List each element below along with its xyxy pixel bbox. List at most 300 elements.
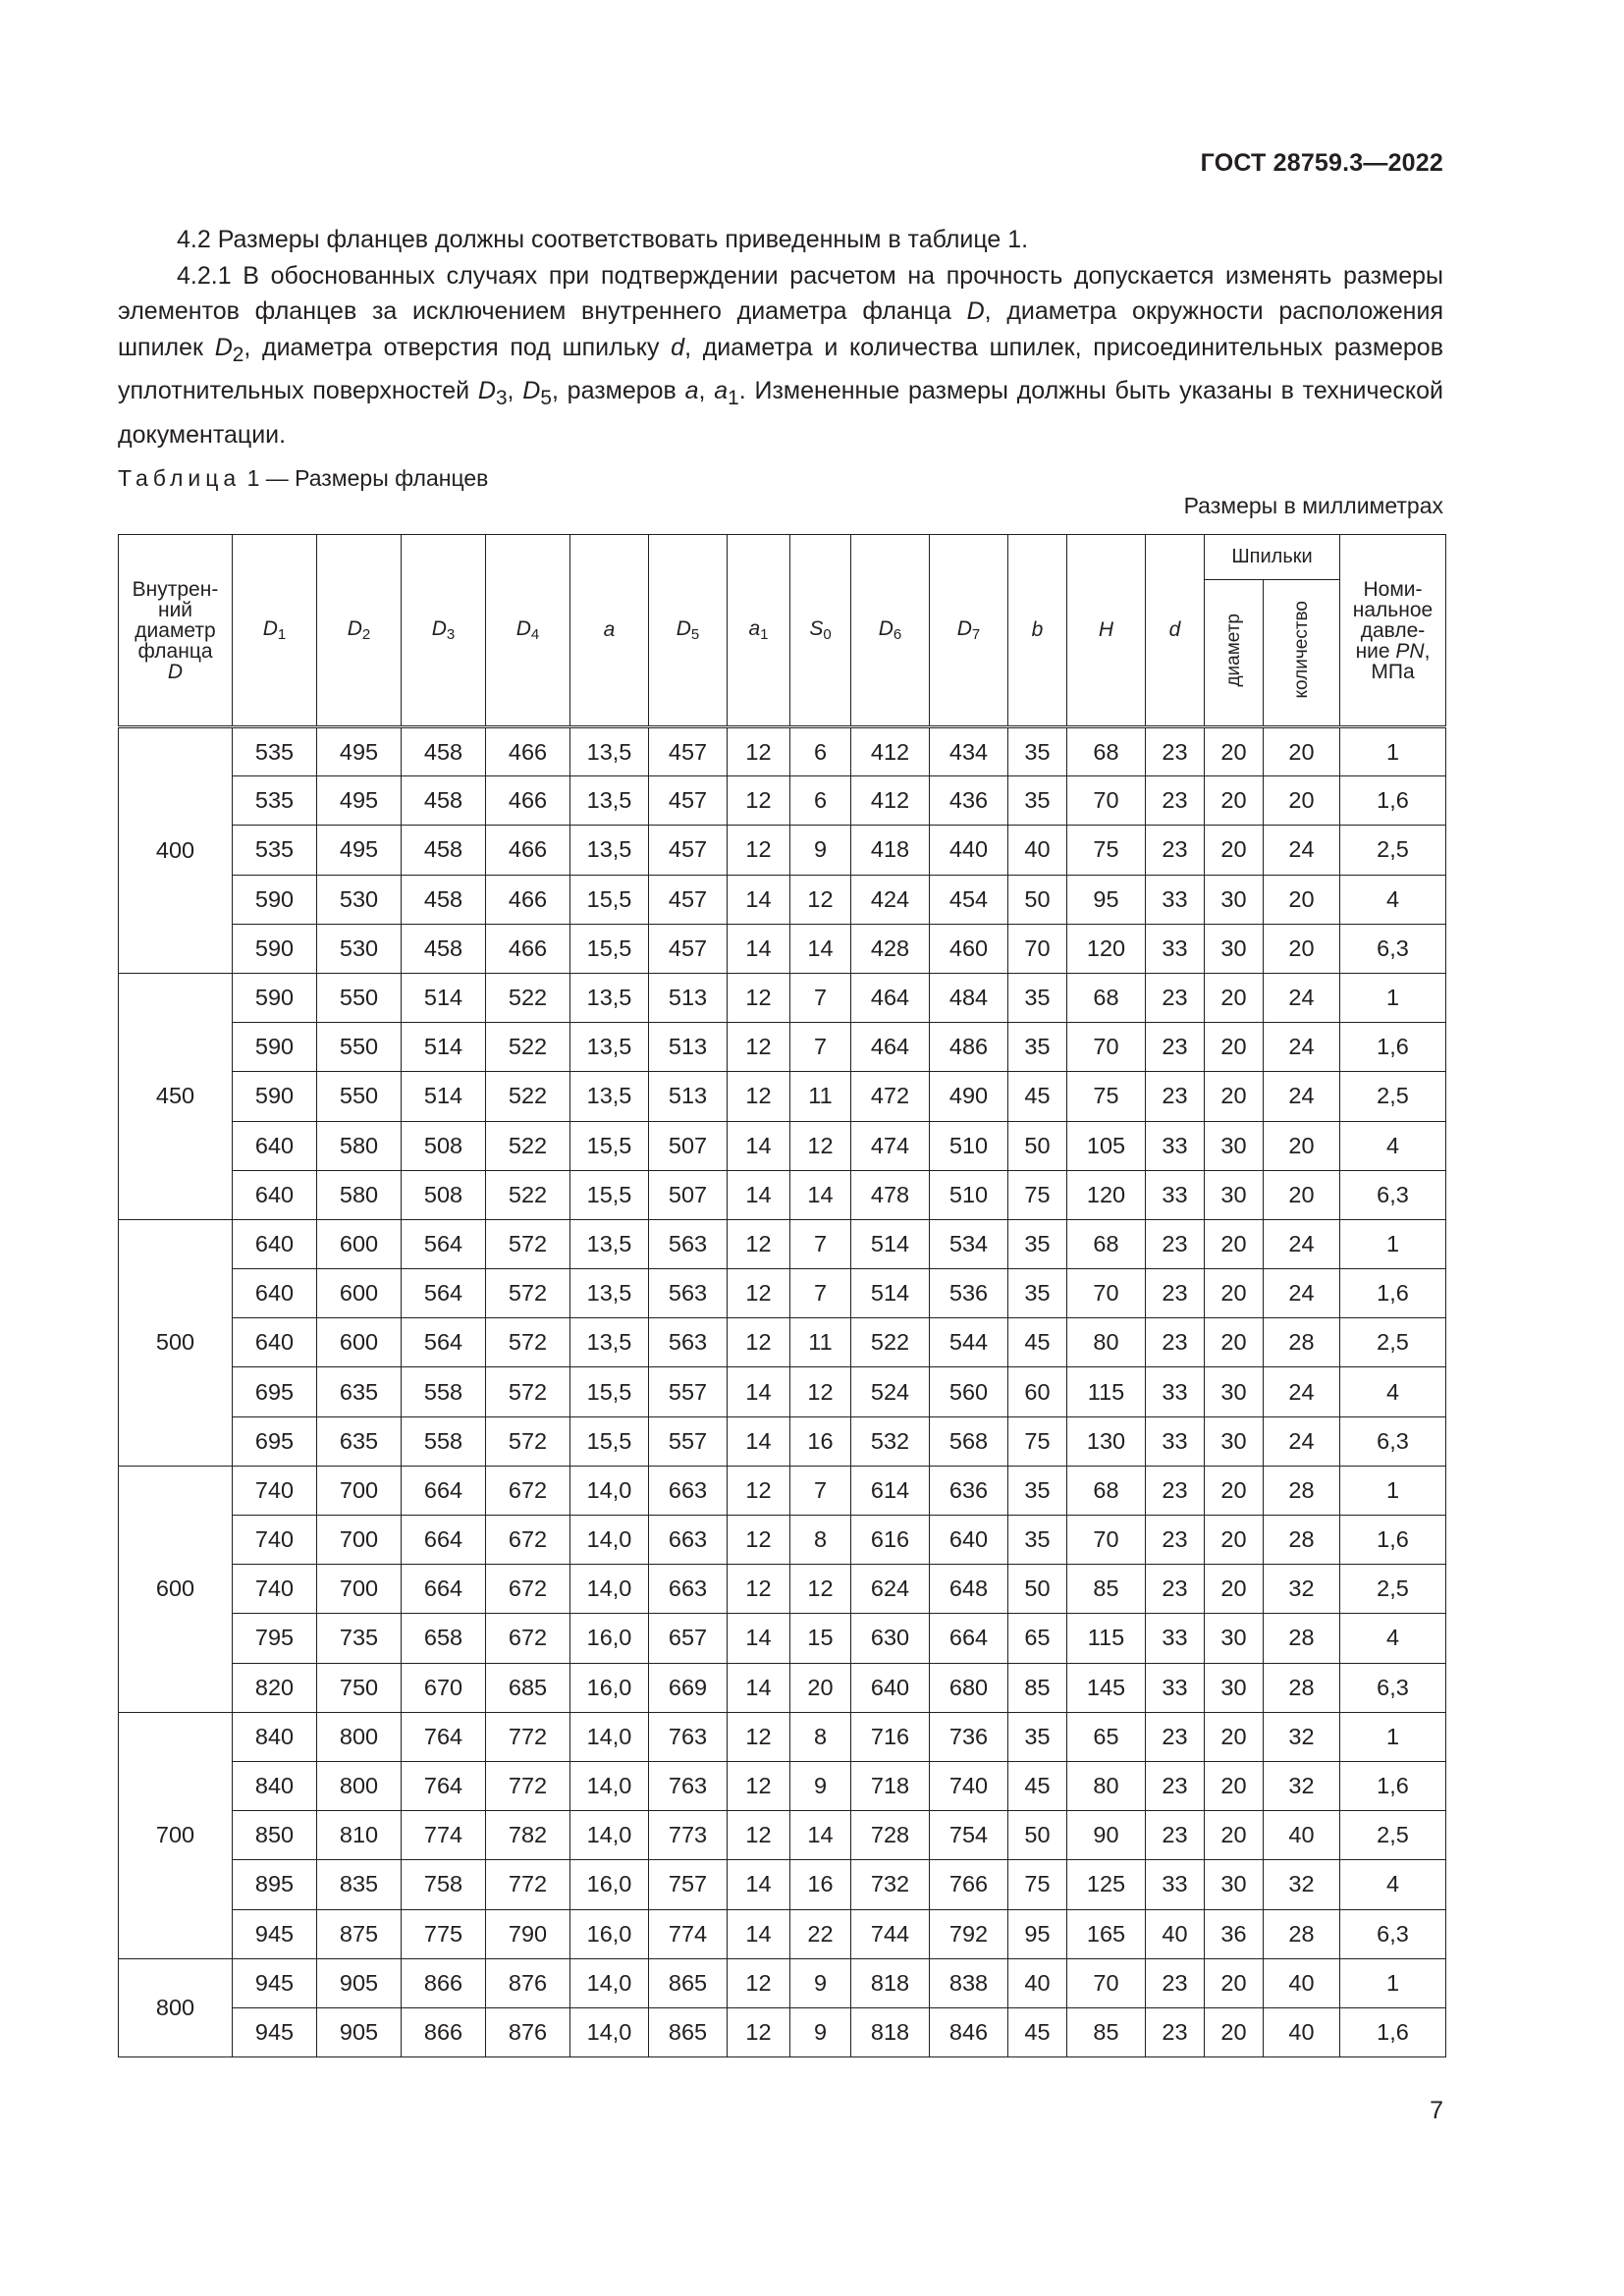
table-cell: 507 — [649, 1121, 728, 1170]
table-cell: 70 — [1008, 924, 1067, 973]
table-cell: 4 — [1340, 1860, 1446, 1909]
table-cell: 412 — [851, 776, 930, 826]
table-cell: 535 — [233, 776, 317, 826]
table-cell: 508 — [402, 1121, 486, 1170]
table-cell: 24 — [1264, 1023, 1340, 1072]
table-row — [119, 1614, 1446, 1663]
table-cell: 20 — [1205, 1761, 1264, 1810]
table-cell: 564 — [402, 1219, 486, 1268]
table-cell: 12 — [728, 1023, 790, 1072]
table-cell: 12 — [790, 875, 851, 924]
table-cell: 40 — [1264, 1958, 1340, 2007]
table-cell: 640 — [233, 1269, 317, 1318]
table-cell: 35 — [1008, 1712, 1067, 1761]
table-row — [119, 1170, 1446, 1219]
table-cell: 16,0 — [570, 1663, 649, 1712]
table-cell: 744 — [851, 1909, 930, 1958]
table-cell: 35 — [1008, 973, 1067, 1022]
table-cell: 436 — [930, 776, 1008, 826]
table-cell: 80 — [1067, 1318, 1146, 1367]
table-cell: 590 — [233, 875, 317, 924]
table-cell: 424 — [851, 875, 930, 924]
table-cell: 12 — [728, 826, 790, 875]
header-col-12: d — [1146, 535, 1205, 727]
table-cell: 12 — [728, 776, 790, 826]
table-cell: 20 — [1205, 776, 1264, 826]
table-cell: 640 — [233, 1121, 317, 1170]
table-cell: 672 — [486, 1466, 570, 1515]
table-cell: 757 — [649, 1860, 728, 1909]
table-cell: 145 — [1067, 1663, 1146, 1712]
table-cell: 635 — [317, 1416, 402, 1466]
table-cell: 763 — [649, 1761, 728, 1810]
table-cell: 14 — [790, 1170, 851, 1219]
document-code: ГОСТ 28759.3—2022 — [1200, 149, 1443, 177]
header-col-9: $D_7$ — [930, 535, 1008, 727]
table-cell: 20 — [1205, 1565, 1264, 1614]
table-cell: 95 — [1008, 1909, 1067, 1958]
table-cell: 663 — [649, 1516, 728, 1565]
table-cell: 20 — [1205, 1516, 1264, 1565]
table-cell: 790 — [486, 1909, 570, 1958]
table-cell: 23 — [1146, 1269, 1205, 1318]
table-cell: 550 — [317, 1072, 402, 1121]
table-cell: 945 — [233, 2007, 317, 2056]
table-cell: 895 — [233, 1860, 317, 1909]
table-cell: 14 — [728, 1121, 790, 1170]
table-cell: 40 — [1008, 1958, 1067, 2007]
table-cell: 2,5 — [1340, 1318, 1446, 1367]
table-cell: 507 — [649, 1170, 728, 1219]
table-cell: 23 — [1146, 1023, 1205, 1072]
table-row — [119, 826, 1446, 875]
table-cell: 532 — [851, 1416, 930, 1466]
table-cell: 45 — [1008, 1072, 1067, 1121]
table-cell: 563 — [649, 1219, 728, 1268]
table-cell: 740 — [233, 1516, 317, 1565]
table-cell: 522 — [486, 973, 570, 1022]
table-row — [119, 1909, 1446, 1958]
table-cell: 466 — [486, 727, 570, 776]
table-cell: 30 — [1205, 924, 1264, 973]
table-cell: 24 — [1264, 1416, 1340, 1466]
table-cell: 13,5 — [570, 1269, 649, 1318]
table-cell: 30 — [1205, 1367, 1264, 1416]
table-cell: 905 — [317, 1958, 402, 2007]
table-row — [119, 1416, 1446, 1466]
table-cell: 15,5 — [570, 924, 649, 973]
table-cell: 700 — [317, 1565, 402, 1614]
table-cell: 75 — [1067, 826, 1146, 875]
table-cell: 535 — [233, 826, 317, 875]
table-cell: 640 — [851, 1663, 930, 1712]
table-cell: 560 — [930, 1367, 1008, 1416]
table-cell: 24 — [1264, 826, 1340, 875]
table-cell: 457 — [649, 875, 728, 924]
table-cell: 22 — [790, 1909, 851, 1958]
table-cell: 630 — [851, 1614, 930, 1663]
table-cell: 68 — [1067, 1466, 1146, 1515]
table-cell: 65 — [1008, 1614, 1067, 1663]
table-cell: 40 — [1264, 1811, 1340, 1860]
table-cell: 40 — [1146, 1909, 1205, 1958]
paragraph-4-2: 4.2 Размеры фланцев должны соответствовать приведенным в таблице 1. — [177, 226, 1029, 253]
table-cell: 23 — [1146, 776, 1205, 826]
table-cell: 664 — [402, 1516, 486, 1565]
table-cell: 458 — [402, 826, 486, 875]
table-cell: 14 — [728, 924, 790, 973]
table-cell: 12 — [728, 1269, 790, 1318]
table-cell: 35 — [1008, 1219, 1067, 1268]
table-cell: 1 — [1340, 727, 1446, 776]
table-cell: 28 — [1264, 1466, 1340, 1515]
header-col-4: a — [570, 535, 649, 727]
header-studs-group: Шпильки — [1205, 535, 1340, 580]
table-cell: 32 — [1264, 1860, 1340, 1909]
table-cell: 810 — [317, 1811, 402, 1860]
table-cell: 13,5 — [570, 1219, 649, 1268]
table-cell: 75 — [1008, 1170, 1067, 1219]
table-cell: 740 — [233, 1466, 317, 1515]
table-cell: 774 — [402, 1811, 486, 1860]
table-cell: 68 — [1067, 727, 1146, 776]
table-cell: 12 — [728, 1072, 790, 1121]
table-cell: 13,5 — [570, 826, 649, 875]
table-cell: 75 — [1008, 1860, 1067, 1909]
table-cell: 600 — [317, 1219, 402, 1268]
table-cell: 23 — [1146, 727, 1205, 776]
table-cell: 700 — [317, 1466, 402, 1515]
table-row — [119, 1219, 1446, 1268]
table-cell: 20 — [1205, 1269, 1264, 1318]
table-cell: 457 — [649, 826, 728, 875]
table-cell: 13,5 — [570, 1318, 649, 1367]
table-cell: 466 — [486, 875, 570, 924]
table-cell: 876 — [486, 2007, 570, 2056]
table-cell: 14 — [728, 1860, 790, 1909]
table-cell: 24 — [1264, 1367, 1340, 1416]
table-cell: 45 — [1008, 2007, 1067, 2056]
table-row — [119, 973, 1446, 1022]
inner-diameter-cell: 450 — [119, 973, 233, 1219]
table-cell: 557 — [649, 1416, 728, 1466]
table-cell: 20 — [1264, 727, 1340, 776]
table-cell: 70 — [1067, 776, 1146, 826]
table-cell: 15,5 — [570, 1170, 649, 1219]
table-row — [119, 2007, 1446, 2056]
table-cell: 490 — [930, 1072, 1008, 1121]
table-cell: 23 — [1146, 2007, 1205, 2056]
table-cell: 35 — [1008, 727, 1067, 776]
inner-diameter-cell: 600 — [119, 1466, 233, 1712]
header-col-8: $D_6$ — [851, 535, 930, 727]
table-cell: 8 — [790, 1712, 851, 1761]
table-cell: 14 — [728, 1614, 790, 1663]
table-cell: 695 — [233, 1367, 317, 1416]
page-number: 7 — [1430, 2097, 1443, 2124]
table-cell: 23 — [1146, 1219, 1205, 1268]
table-cell: 664 — [402, 1565, 486, 1614]
table-cell: 9 — [790, 826, 851, 875]
table-cell: 32 — [1264, 1565, 1340, 1614]
table-cell: 535 — [233, 727, 317, 776]
table-cell: 12 — [790, 1565, 851, 1614]
table-cell: 590 — [233, 1072, 317, 1121]
table-cell: 32 — [1264, 1712, 1340, 1761]
table-cell: 510 — [930, 1170, 1008, 1219]
table-cell: 15,5 — [570, 1416, 649, 1466]
table-cell: 550 — [317, 973, 402, 1022]
table-cell: 522 — [851, 1318, 930, 1367]
table-cell: 876 — [486, 1958, 570, 2007]
table-cell: 640 — [930, 1516, 1008, 1565]
header-col-1: $D_2$ — [317, 535, 402, 727]
table-cell: 735 — [317, 1614, 402, 1663]
table-cell: 772 — [486, 1712, 570, 1761]
table-cell: 20 — [1264, 924, 1340, 973]
table-cell: 23 — [1146, 1516, 1205, 1565]
table-cell: 23 — [1146, 1072, 1205, 1121]
table-cell: 11 — [790, 1072, 851, 1121]
table-cell: 457 — [649, 727, 728, 776]
header-col-0: $D_1$ — [233, 535, 317, 727]
intro-text — [118, 222, 1443, 454]
table-cell: 13,5 — [570, 1023, 649, 1072]
table-cell: 30 — [1205, 1170, 1264, 1219]
table-cell: 23 — [1146, 1318, 1205, 1367]
table-cell: 818 — [851, 1958, 930, 2007]
table-cell: 23 — [1146, 1565, 1205, 1614]
table-cell: 9 — [790, 1761, 851, 1810]
table-row — [119, 1367, 1446, 1416]
header-col-3: $D_4$ — [486, 535, 570, 727]
table-cell: 14,0 — [570, 1811, 649, 1860]
table-cell: 840 — [233, 1761, 317, 1810]
table-cell: 65 — [1067, 1712, 1146, 1761]
table-cell: 20 — [1264, 776, 1340, 826]
table-cell: 563 — [649, 1269, 728, 1318]
table-cell: 1,6 — [1340, 1269, 1446, 1318]
table-cell: 20 — [1264, 875, 1340, 924]
table-cell: 7 — [790, 1269, 851, 1318]
table-cell: 35 — [1008, 1466, 1067, 1515]
table-cell: 14 — [790, 1811, 851, 1860]
table-cell: 2,5 — [1340, 826, 1446, 875]
table-cell: 640 — [233, 1170, 317, 1219]
table-cell: 20 — [1205, 1318, 1264, 1367]
header-row — [119, 535, 1446, 580]
table-cell: 4 — [1340, 1367, 1446, 1416]
table-cell: 495 — [317, 776, 402, 826]
table-cell: 28 — [1264, 1614, 1340, 1663]
table-cell: 428 — [851, 924, 930, 973]
table-cell: 764 — [402, 1712, 486, 1761]
table-cell: 15,5 — [570, 875, 649, 924]
table-cell: 15 — [790, 1614, 851, 1663]
table-cell: 792 — [930, 1909, 1008, 1958]
table-cell: 6,3 — [1340, 1416, 1446, 1466]
table-cell: 14 — [728, 1663, 790, 1712]
table-row — [119, 776, 1446, 826]
table-cell: 550 — [317, 1023, 402, 1072]
table-cell: 458 — [402, 875, 486, 924]
table-cell: 685 — [486, 1663, 570, 1712]
units-note: Размеры в миллиметрах — [1183, 493, 1443, 518]
table-cell: 130 — [1067, 1416, 1146, 1466]
table-cell: 846 — [930, 2007, 1008, 2056]
table-cell: 732 — [851, 1860, 930, 1909]
table-cell: 24 — [1264, 1072, 1340, 1121]
table-cell: 800 — [317, 1761, 402, 1810]
table-cell: 635 — [317, 1367, 402, 1416]
table-cell: 105 — [1067, 1121, 1146, 1170]
table-cell: 6,3 — [1340, 1909, 1446, 1958]
table-cell: 534 — [930, 1219, 1008, 1268]
table-cell: 718 — [851, 1761, 930, 1810]
table-cell: 11 — [790, 1318, 851, 1367]
table-row — [119, 1269, 1446, 1318]
table-cell: 12 — [728, 1565, 790, 1614]
table-cell: 50 — [1008, 1565, 1067, 1614]
table-row — [119, 1072, 1446, 1121]
header-stud-quantity: количество — [1264, 580, 1340, 727]
table-cell: 754 — [930, 1811, 1008, 1860]
table-cell: 20 — [790, 1663, 851, 1712]
table-cell: 434 — [930, 727, 1008, 776]
table-cell: 20 — [1264, 1170, 1340, 1219]
table-cell: 1 — [1340, 1958, 1446, 2007]
table-cell: 820 — [233, 1663, 317, 1712]
table-cell: 13,5 — [570, 776, 649, 826]
table-cell: 510 — [930, 1121, 1008, 1170]
table-cell: 2,5 — [1340, 1072, 1446, 1121]
table-cell: 572 — [486, 1219, 570, 1268]
table-cell: 640 — [233, 1318, 317, 1367]
table-cell: 12 — [728, 1761, 790, 1810]
table-cell: 23 — [1146, 826, 1205, 875]
header-inner-diameter: Внутрен- ний диаметр фланца D — [119, 535, 233, 727]
table-cell: 13,5 — [570, 1072, 649, 1121]
header-col-10: b — [1008, 535, 1067, 727]
inner-diameter-cell: 500 — [119, 1219, 233, 1466]
table-cell: 40 — [1008, 826, 1067, 875]
table-cell: 495 — [317, 727, 402, 776]
table-cell: 454 — [930, 875, 1008, 924]
table-row — [119, 1761, 1446, 1810]
table-cell: 522 — [486, 1072, 570, 1121]
table-cell: 557 — [649, 1367, 728, 1416]
table-cell: 664 — [930, 1614, 1008, 1663]
table-cell: 522 — [486, 1023, 570, 1072]
table-cell: 15,5 — [570, 1121, 649, 1170]
table-cell: 33 — [1146, 1416, 1205, 1466]
table-cell: 840 — [233, 1712, 317, 1761]
table-cell: 85 — [1008, 1663, 1067, 1712]
table-cell: 763 — [649, 1712, 728, 1761]
table-cell: 14,0 — [570, 1958, 649, 2007]
table-cell: 14,0 — [570, 1565, 649, 1614]
table-cell: 12 — [728, 1516, 790, 1565]
table-cell: 514 — [402, 1023, 486, 1072]
table-cell: 36 — [1205, 1909, 1264, 1958]
table-cell: 115 — [1067, 1614, 1146, 1663]
table-cell: 835 — [317, 1860, 402, 1909]
table-cell: 70 — [1067, 1023, 1146, 1072]
table-cell: 20 — [1205, 1072, 1264, 1121]
table-cell: 750 — [317, 1663, 402, 1712]
table-cell: 1 — [1340, 1712, 1446, 1761]
table-row — [119, 1663, 1446, 1712]
table-cell: 14 — [728, 1416, 790, 1466]
table-cell: 648 — [930, 1565, 1008, 1614]
table-cell: 33 — [1146, 875, 1205, 924]
table-cell: 20 — [1264, 1121, 1340, 1170]
table-cell: 8 — [790, 1516, 851, 1565]
table-cell: 558 — [402, 1367, 486, 1416]
table-cell: 90 — [1067, 1811, 1146, 1860]
table-cell: 14 — [728, 1909, 790, 1958]
table-cell: 50 — [1008, 875, 1067, 924]
table-cell: 70 — [1067, 1269, 1146, 1318]
table-row — [119, 1466, 1446, 1515]
table-cell: 440 — [930, 826, 1008, 875]
table-cell: 33 — [1146, 924, 1205, 973]
table-cell: 16,0 — [570, 1860, 649, 1909]
table-cell: 716 — [851, 1712, 930, 1761]
table-row — [119, 1811, 1446, 1860]
table-cell: 7 — [790, 973, 851, 1022]
table-cell: 70 — [1067, 1516, 1146, 1565]
table-row — [119, 924, 1446, 973]
table-cell: 14,0 — [570, 1466, 649, 1515]
table-cell: 865 — [649, 1958, 728, 2007]
header-col-6: $a_1$ — [728, 535, 790, 727]
table-cell: 775 — [402, 1909, 486, 1958]
table-cell: 466 — [486, 826, 570, 875]
table-cell: 672 — [486, 1565, 570, 1614]
table-cell: 478 — [851, 1170, 930, 1219]
table-cell: 800 — [317, 1712, 402, 1761]
table-cell: 35 — [1008, 1023, 1067, 1072]
table-cell: 657 — [649, 1614, 728, 1663]
table-cell: 125 — [1067, 1860, 1146, 1909]
table-cell: 85 — [1067, 2007, 1146, 2056]
table-row — [119, 1958, 1446, 2007]
table-cell: 695 — [233, 1416, 317, 1466]
paragraph-4-2-1: 4.2.1 В обоснованных случаях при подтверждении расчетом на прочность допускается изменять размеры элементов фланцев за исключением внутреннего диаметра фланца D, диаметра окружности расположения шпилек $D_2$, диаметра отверстия под шпильку d, диаметра и количества шпилек, присоединительных размеров уплотнительных поверхностей $D_3$, $D_5$, размеров a, $a_1$. Измененные размеры должны быть указаны в технической документации. — [118, 261, 1443, 449]
table-cell: 14 — [790, 924, 851, 973]
table-cell: 728 — [851, 1811, 930, 1860]
table-cell: 16,0 — [570, 1614, 649, 1663]
table-cell: 412 — [851, 727, 930, 776]
table-cell: 495 — [317, 826, 402, 875]
table-cell: 457 — [649, 776, 728, 826]
table-cell: 486 — [930, 1023, 1008, 1072]
table-cell: 13,5 — [570, 727, 649, 776]
table-cell: 782 — [486, 1811, 570, 1860]
inner-diameter-cell: 800 — [119, 1958, 233, 2056]
table-row — [119, 1516, 1446, 1565]
table-cell: 33 — [1146, 1860, 1205, 1909]
table-cell: 68 — [1067, 973, 1146, 1022]
table-cell: 14 — [728, 1170, 790, 1219]
table-cell: 30 — [1205, 1614, 1264, 1663]
table-cell: 572 — [486, 1367, 570, 1416]
table-cell: 624 — [851, 1565, 930, 1614]
table-cell: 14,0 — [570, 2007, 649, 2056]
table-cell: 30 — [1205, 1121, 1264, 1170]
table-cell: 670 — [402, 1663, 486, 1712]
